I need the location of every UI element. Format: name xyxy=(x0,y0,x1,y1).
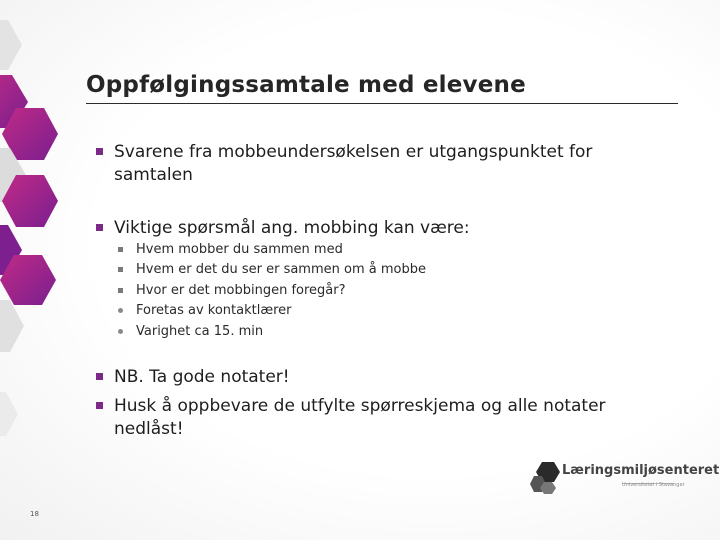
sub-bullet-item xyxy=(118,240,343,261)
hex-shape xyxy=(0,392,18,436)
bullet-item xyxy=(96,395,636,441)
sub-bullet-text: Varighet ca 15. min xyxy=(136,324,264,339)
hexagon-decoration xyxy=(0,0,80,540)
logo-subtitle: Universitetet i Stavanger xyxy=(622,482,685,488)
hex-shape xyxy=(0,300,24,352)
sub-bullet-item xyxy=(118,322,263,343)
square-bullet-icon xyxy=(96,373,103,380)
square-bullet-icon xyxy=(96,148,103,155)
sub-bullet-item xyxy=(118,301,292,322)
bullet-item xyxy=(96,366,656,389)
bullet-text: NB. Ta gode notater! xyxy=(114,367,290,387)
bullet-text: Svarene fra mobbeundersøkelsen er utgangspunktet for samtalen xyxy=(114,142,593,185)
square-bullet-icon xyxy=(96,224,103,231)
bullet-item xyxy=(96,141,656,187)
slide-title: Oppfølgingssamtale med elevene xyxy=(86,72,526,98)
square-bullet-icon xyxy=(118,288,123,293)
sub-bullet-text: Hvor er det mobbingen foregår? xyxy=(136,283,346,298)
sub-bullet-text: Foretas av kontaktlærer xyxy=(136,303,292,318)
sub-bullet-text: Hvem mobber du sammen med xyxy=(136,242,343,257)
dot-bullet-icon xyxy=(118,329,123,334)
hex-shape xyxy=(0,20,22,70)
sub-bullet-item xyxy=(118,281,346,302)
page-number: 18 xyxy=(30,510,39,518)
title-divider xyxy=(86,103,678,104)
square-bullet-icon xyxy=(96,402,103,409)
dot-bullet-icon xyxy=(118,308,123,313)
sub-bullet-item xyxy=(118,260,426,281)
logo-name: Læringsmiljøsenteret xyxy=(562,463,720,478)
bullet-item xyxy=(96,217,656,240)
square-bullet-icon xyxy=(118,247,123,252)
sub-bullet-text: Hvem er det du ser er sammen om å mobbe xyxy=(136,262,426,277)
square-bullet-icon xyxy=(118,267,123,272)
bullet-text: Husk å oppbevare de utfylte spørreskjema og alle notater nedlåst! xyxy=(114,396,606,439)
bullet-text: Viktige spørsmål ang. mobbing kan være: xyxy=(114,218,470,238)
